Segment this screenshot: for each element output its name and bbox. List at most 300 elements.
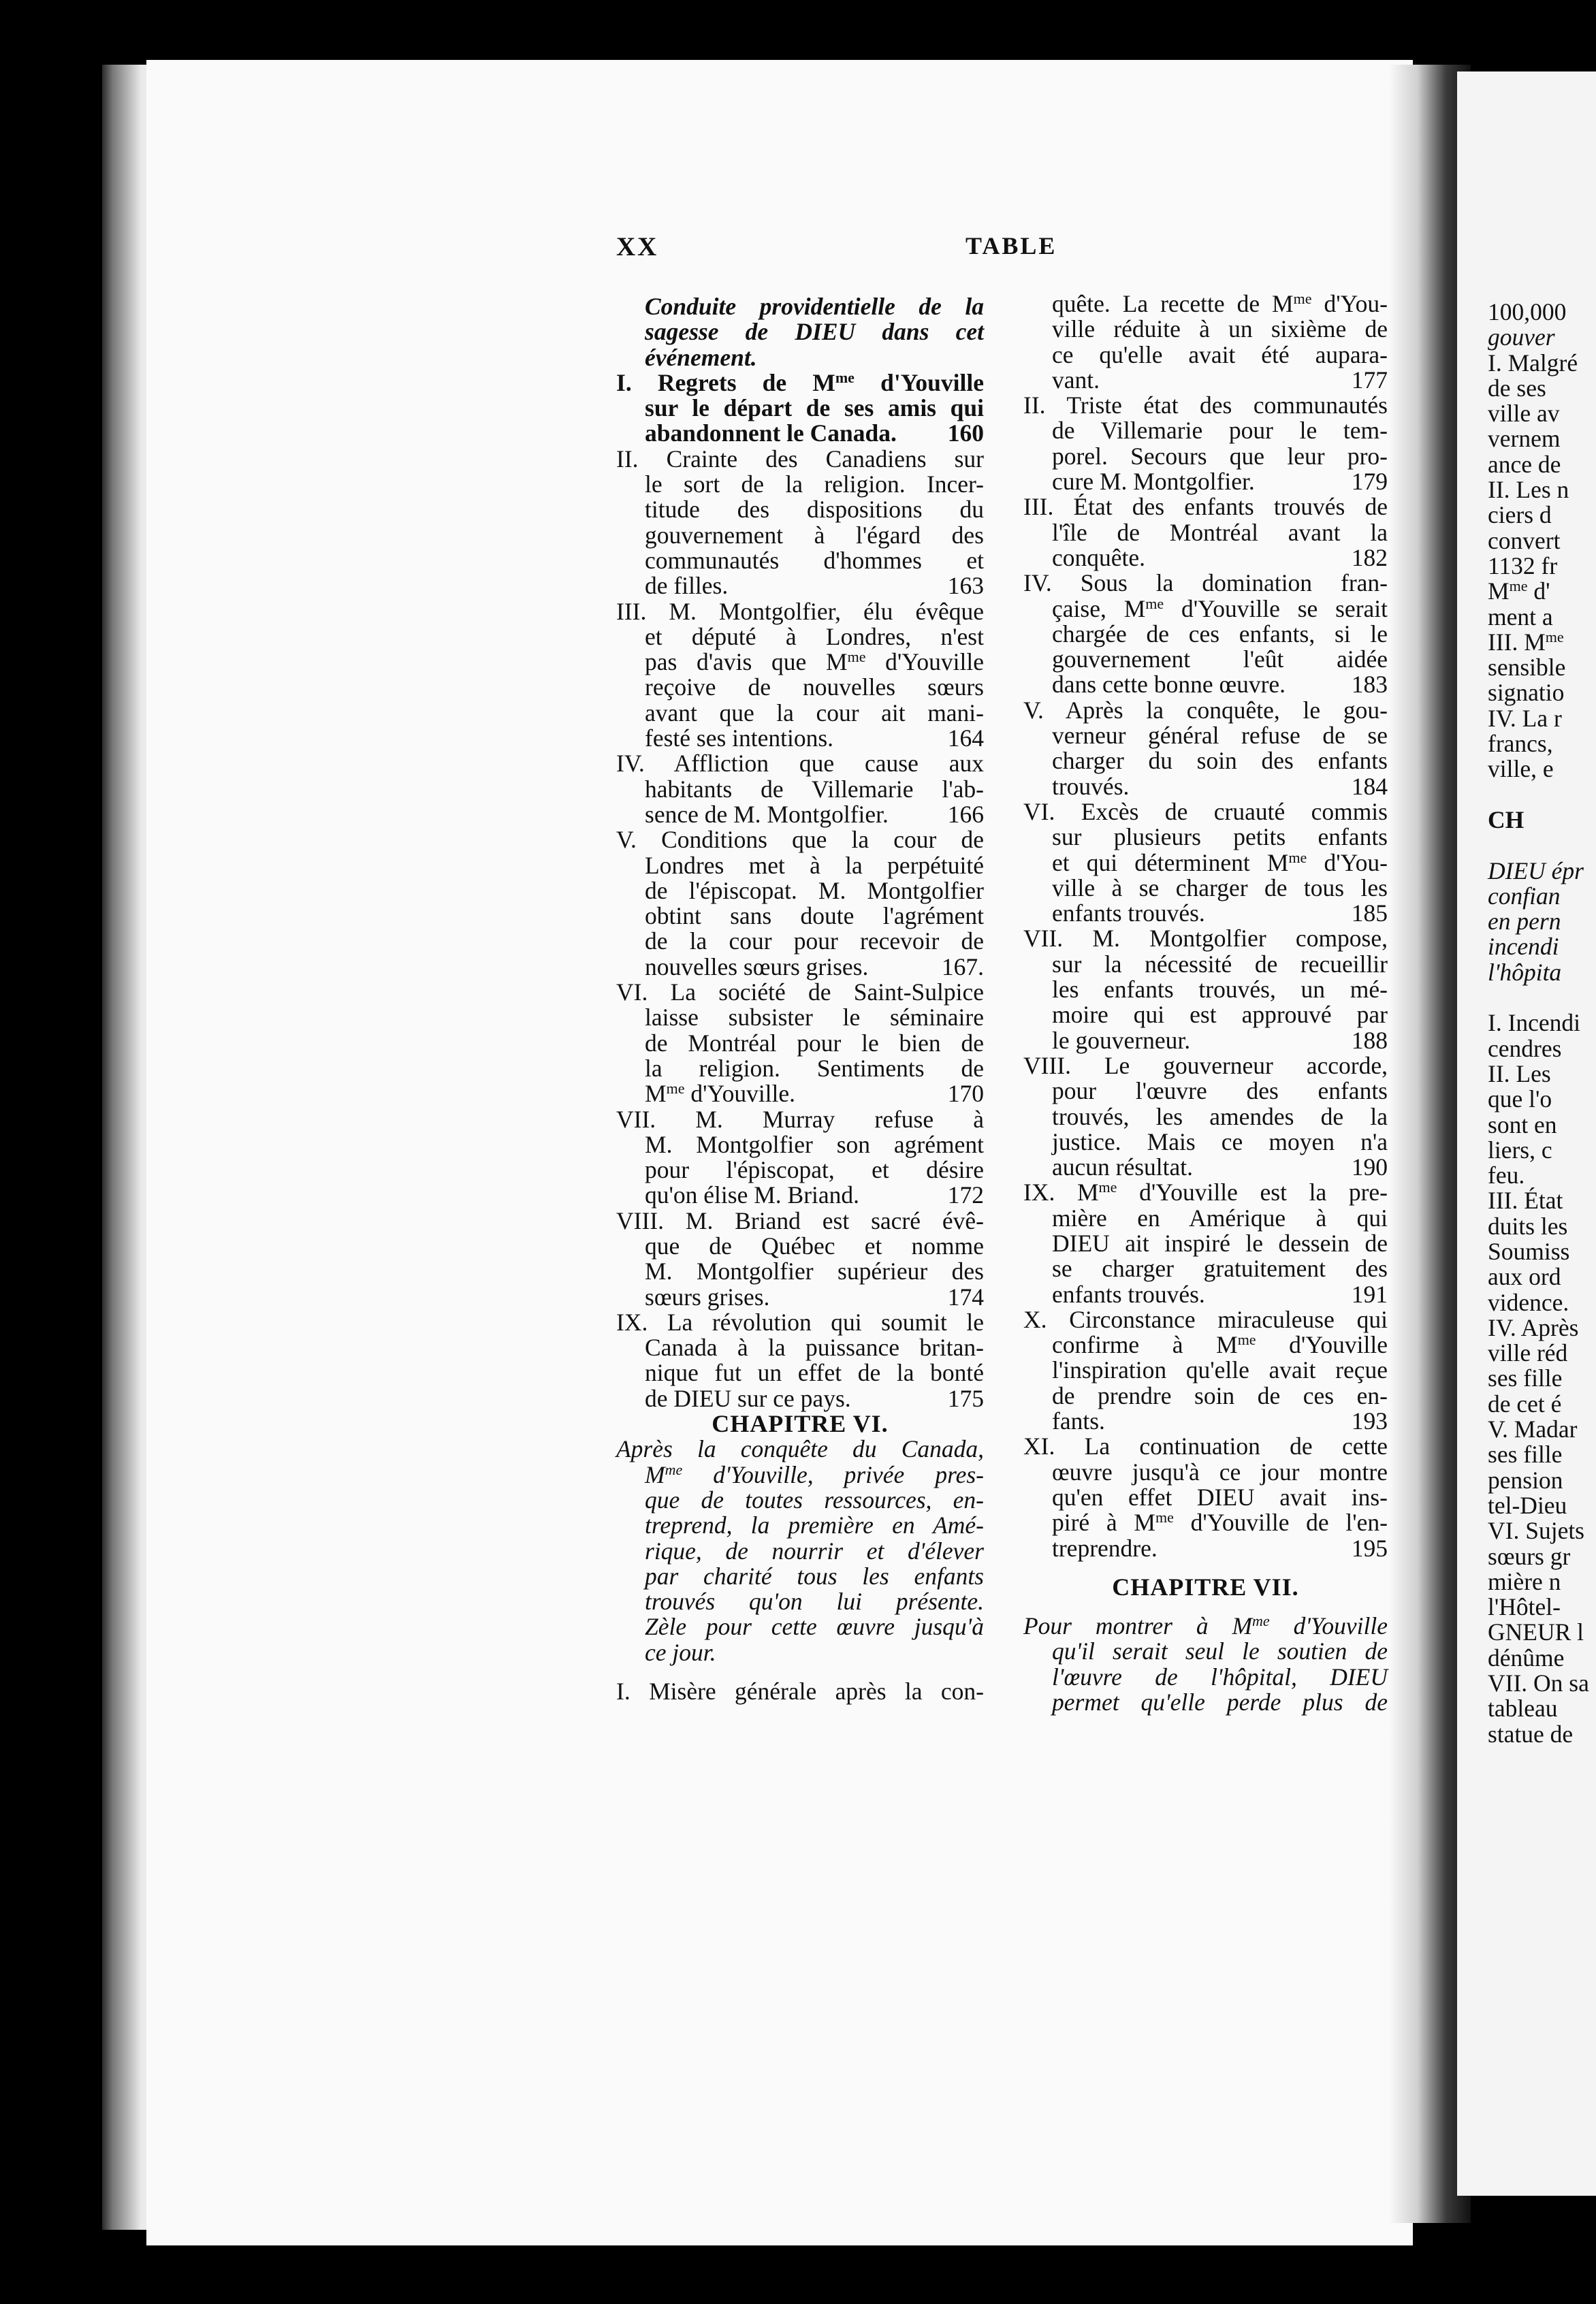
- page-ref: 179: [1351, 468, 1388, 496]
- toc-line: [1023, 1231, 1388, 1256]
- toc-line: [616, 523, 984, 548]
- facing-page-line: Soumiss: [1488, 1237, 1570, 1265]
- toc-line: [1023, 545, 1388, 571]
- toc-line-text: communautés d'hommes et: [645, 546, 984, 574]
- toc-line-text: conquête.: [1052, 543, 1146, 571]
- toc-line-text: II. Triste état des communautés: [1023, 391, 1388, 419]
- toc-line: [616, 1513, 984, 1538]
- toc-line-text: nique fut un effet de la bonté: [645, 1359, 984, 1387]
- toc-line: [1023, 393, 1388, 418]
- toc-line-text: III. M. Montgolfier, élu évêque: [616, 597, 984, 625]
- toc-line-text: $M^{me}$ d'Youville.: [645, 1080, 796, 1108]
- toc-line: [616, 1031, 984, 1056]
- toc-line: [1023, 977, 1388, 1002]
- toc-line-text: qu'en effet DIEU avait ins-: [1052, 1483, 1388, 1511]
- toc-line-text: V. Après la conquête, le gou-: [1023, 696, 1388, 724]
- chapter-heading: [616, 1411, 984, 1437]
- toc-line: [1023, 1536, 1388, 1561]
- toc-line: [616, 827, 984, 852]
- toc-line-text: confirme à $M^{me}$ d'Youville: [1052, 1331, 1388, 1359]
- toc-line: [1023, 748, 1388, 773]
- toc-line: [1023, 1639, 1388, 1664]
- facing-page-line: III. État: [1488, 1187, 1563, 1215]
- toc-line-text: enfants trouvés.: [1052, 1280, 1205, 1308]
- toc-line-text: moire qui est approuvé par: [1052, 1001, 1388, 1029]
- toc-line: [616, 294, 984, 319]
- toc-line-text: V. Conditions que la cour de: [616, 826, 984, 854]
- spacer: [1023, 1600, 1388, 1614]
- toc-line-text: I. Misère générale après la con-: [616, 1678, 984, 1706]
- facing-page-line: DIEU épr: [1488, 857, 1584, 884]
- toc-line-text: CHAPITRE VI.: [712, 1410, 889, 1438]
- facing-page-line: $M^{me}$ d': [1488, 577, 1550, 605]
- toc-line: [1023, 1206, 1388, 1231]
- toc-line-text: ce jour.: [645, 1638, 716, 1666]
- toc-line-text: CHAPITRE VII.: [1112, 1573, 1299, 1601]
- facing-page-line: I. Malgré: [1488, 349, 1578, 377]
- toc-line: [1023, 1028, 1388, 1053]
- toc-line: [616, 1206, 984, 1234]
- toc-line: [616, 497, 984, 522]
- facing-page-line: II. Les n: [1488, 476, 1569, 504]
- facing-page-line: sensible: [1488, 654, 1566, 682]
- page-ref: 190: [1351, 1153, 1388, 1181]
- toc-line: [616, 421, 984, 446]
- running-title: TABLE: [965, 232, 1057, 259]
- facing-page-line: tel-Dieu: [1488, 1491, 1567, 1519]
- chapter-heading: [1023, 1575, 1388, 1600]
- toc-line-text: VII. M. Montgolfier compose,: [1023, 925, 1388, 953]
- facing-page-line: cendres: [1488, 1034, 1562, 1062]
- toc-line: [1023, 291, 1388, 317]
- toc-line: [616, 1157, 984, 1183]
- toc-line-text: la religion. Sentiments de: [645, 1054, 984, 1082]
- page-ref: 188: [1351, 1026, 1388, 1054]
- facing-page-line: vernem: [1488, 425, 1561, 453]
- toc-line: [1023, 342, 1388, 368]
- toc-line-text: VI. La société de Saint-Sulpice: [616, 978, 984, 1006]
- toc-line-text: et député à Londres, n'est: [645, 622, 984, 650]
- toc-line: [616, 573, 984, 598]
- toc-line: [616, 1310, 984, 1335]
- toc-line: [1023, 571, 1388, 596]
- facing-page-line: II. Les: [1488, 1059, 1551, 1087]
- toc-line: [1023, 317, 1388, 342]
- toc-line: [616, 1234, 984, 1259]
- toc-line: [616, 1081, 984, 1106]
- toc-line: [616, 599, 984, 624]
- toc-line-text: Pour montrer à $M^{me}$ d'Youville: [1023, 1612, 1388, 1640]
- toc-line-text: III. État des enfants trouvés de: [1023, 493, 1388, 521]
- toc-line-text: porel. Secours que leur pro-: [1052, 442, 1388, 470]
- toc-line: [616, 1539, 984, 1564]
- page-ref: 183: [1351, 671, 1388, 699]
- toc-line: [616, 726, 984, 751]
- facing-page-line: I. Incendi: [1488, 1009, 1581, 1037]
- toc-line: [1023, 1078, 1388, 1104]
- toc-line-text: chargée de ces enfants, si le: [1052, 620, 1388, 647]
- page-ref: 191: [1351, 1280, 1388, 1308]
- toc-line: [616, 1132, 984, 1157]
- page-ref: 166: [947, 800, 984, 828]
- toc-line: [616, 1437, 984, 1462]
- toc-line-text: pour l'épiscopat, et désire: [645, 1156, 984, 1184]
- toc-line: [616, 802, 984, 827]
- facing-page-line: liers, c: [1488, 1136, 1552, 1164]
- toc-line-text: II. Crainte des Canadiens sur: [616, 445, 984, 473]
- facing-page-line: gouver: [1488, 323, 1555, 351]
- facing-page-line: IV. Après: [1488, 1313, 1579, 1341]
- toc-line: [1023, 698, 1388, 723]
- facing-page-line: l'Hôtel-: [1488, 1593, 1561, 1621]
- facing-page-line: de ses: [1488, 374, 1546, 402]
- toc-line: [1023, 622, 1388, 647]
- toc-line-text: pour l'œuvre des enfants: [1052, 1077, 1388, 1105]
- toc-line: [616, 396, 984, 421]
- toc-line: [616, 1005, 984, 1030]
- toc-line: [616, 1335, 984, 1360]
- toc-line: [616, 1462, 984, 1488]
- toc-column-left: [616, 294, 984, 1704]
- facing-page-line: ville av: [1488, 400, 1560, 428]
- toc-line-text: VIII. Le gouverneur accorde,: [1023, 1051, 1388, 1079]
- toc-line: [1023, 1155, 1388, 1180]
- toc-line-text: VIII. M. Briand est sacré évê-: [616, 1206, 984, 1234]
- toc-line: [1023, 1053, 1388, 1078]
- toc-line-text: verneur général refuse de se: [1052, 722, 1388, 750]
- toc-line: [616, 1640, 984, 1665]
- toc-line-text: quête. La recette de $M^{me}$ d'You-: [1052, 290, 1388, 317]
- toc-line-text: ville à se charger de tous les: [1052, 874, 1388, 901]
- facing-page-line: confian: [1488, 882, 1561, 910]
- toc-line-text: avant que la cour ait mani-: [645, 699, 984, 726]
- toc-line: [616, 929, 984, 954]
- toc-line: [616, 1285, 984, 1310]
- facing-page-fragment: [1488, 300, 1596, 1747]
- facing-page-line: 100,000: [1488, 298, 1567, 325]
- page-ref: 164: [947, 724, 984, 752]
- toc-line-text: gouvernement à l'égard des: [645, 521, 984, 549]
- toc-line: [1023, 1690, 1388, 1715]
- toc-line: [1023, 1665, 1388, 1690]
- toc-line-text: que de toutes ressources, en-: [645, 1486, 984, 1514]
- toc-line: [1023, 952, 1388, 977]
- toc-line-text: DIEU ait inspiré le dessein de: [1052, 1229, 1388, 1257]
- toc-line-text: sur le départ de ses amis qui: [645, 394, 984, 422]
- facing-page-line: GNEUR l: [1488, 1618, 1584, 1646]
- toc-column-right: [1023, 291, 1388, 1715]
- toc-line-text: qu'on élise M. Briand.: [645, 1181, 860, 1209]
- toc-line: [616, 878, 984, 903]
- toc-line: [1023, 1409, 1388, 1434]
- toc-line-text: abandonnent le Canada.: [645, 419, 897, 447]
- toc-line-text: trouvés, les amendes de la: [1052, 1102, 1388, 1130]
- toc-line: [616, 624, 984, 650]
- facing-page-line: tableau: [1488, 1695, 1558, 1723]
- toc-line-text: l'île de Montréal avant la: [1052, 518, 1388, 546]
- facing-page-line: convert: [1488, 526, 1561, 554]
- toc-line-text: titude des dispositions du: [645, 496, 984, 524]
- toc-line: [1023, 1460, 1388, 1485]
- facing-page-line: sont en: [1488, 1110, 1557, 1138]
- facing-page-line: sœurs gr: [1488, 1542, 1571, 1570]
- toc-line-text: se charger gratuitement des: [1052, 1255, 1388, 1283]
- toc-line-text: sur plusieurs petits enfants: [1052, 823, 1388, 851]
- toc-line-text: Après la conquête du Canada,: [616, 1435, 984, 1463]
- facing-page-line: ment a: [1488, 603, 1553, 630]
- toc-line: [1023, 774, 1388, 799]
- toc-line-text: VI. Excès de cruauté commis: [1023, 797, 1388, 825]
- toc-line-text: festé ses intentions.: [645, 724, 834, 752]
- toc-line: [616, 1488, 984, 1513]
- page-ref: 177: [1351, 366, 1388, 394]
- toc-line: [616, 853, 984, 878]
- toc-line-text: rique, de nourrir et d'élever: [645, 1537, 984, 1565]
- facing-page-line: feu.: [1488, 1162, 1525, 1189]
- toc-line-text: M. Montgolfier supérieur des: [645, 1258, 984, 1285]
- page-ref: 182: [1351, 543, 1388, 571]
- facing-page-line: incendi: [1488, 933, 1559, 961]
- facing-page-line: pension: [1488, 1466, 1563, 1494]
- facing-page-line: [1488, 833, 1596, 858]
- page-ref: 172: [947, 1181, 984, 1209]
- facing-page-line: CH: [1488, 805, 1525, 833]
- toc-line-text: Londres met à la perpétuité: [645, 851, 984, 879]
- toc-line: [1023, 1282, 1388, 1307]
- facing-page-line: francs,: [1488, 730, 1553, 758]
- toc-line-text: de filles.: [645, 572, 729, 600]
- toc-line-text: le gouverneur.: [1052, 1026, 1191, 1054]
- toc-line-text: fants.: [1052, 1407, 1105, 1435]
- toc-line: [616, 777, 984, 802]
- toc-line: [616, 751, 984, 776]
- facing-page-line: dénûme: [1488, 1644, 1565, 1671]
- toc-line-text: piré à $M^{me}$ d'Youville de l'en-: [1052, 1509, 1388, 1537]
- facing-page-line: duits les: [1488, 1212, 1568, 1240]
- facing-page-line: ses fille: [1488, 1441, 1563, 1469]
- facing-page-line: [1488, 985, 1596, 1010]
- spacer: [1023, 1561, 1388, 1575]
- spacer: [616, 1665, 984, 1679]
- page-ref: 170: [947, 1080, 984, 1108]
- facing-page-line: ance de: [1488, 450, 1561, 478]
- page-ref: 184: [1351, 772, 1388, 800]
- page-ref: 193: [1351, 1407, 1388, 1435]
- facing-page-line: V. Madar: [1488, 1415, 1578, 1443]
- toc-line: [616, 1614, 984, 1639]
- toc-line-text: I. Regrets de $M^{me}$ d'Youville: [616, 368, 984, 396]
- toc-line: [616, 472, 984, 497]
- toc-line-text: cure M. Montgolfier.: [1052, 468, 1255, 496]
- toc-line-text: de DIEU sur ce pays.: [645, 1384, 851, 1412]
- toc-line-text: sœurs grises.: [645, 1283, 770, 1311]
- toc-line: [1023, 418, 1388, 443]
- toc-line-text: charger du soin des enfants: [1052, 747, 1388, 775]
- toc-line: [1023, 672, 1388, 697]
- toc-line-text: treprend, la première en Amé-: [645, 1511, 984, 1539]
- toc-line-text: trouvés.: [1052, 772, 1130, 800]
- toc-line: [616, 955, 984, 980]
- toc-line: [1023, 1332, 1388, 1358]
- page-ref: 160: [947, 419, 984, 447]
- toc-line: [1023, 368, 1388, 393]
- toc-line: [616, 1183, 984, 1208]
- page-ref: 195: [1351, 1534, 1388, 1562]
- toc-line-text: sence de M. Montgolfier.: [645, 800, 889, 828]
- toc-line-text: et qui déterminent $M^{me}$ d'You-: [1052, 848, 1388, 876]
- page-ref: 185: [1351, 899, 1388, 927]
- toc-line: [616, 1564, 984, 1589]
- facing-page-line: de cet é: [1488, 1390, 1562, 1418]
- page-ref: 167.: [941, 953, 984, 980]
- facing-page-line: VII. On sa: [1488, 1669, 1589, 1697]
- toc-line-text: ce qu'elle avait été aupara-: [1052, 340, 1388, 368]
- facing-page-line: ciers d: [1488, 501, 1552, 529]
- toc-line: [616, 319, 984, 345]
- facing-page-line: ses fille: [1488, 1364, 1563, 1392]
- toc-line-text: IX. La révolution qui soumit le: [616, 1308, 984, 1336]
- toc-line: [1023, 1307, 1388, 1332]
- toc-line-text: nouvelles sœurs grises.: [645, 953, 869, 980]
- facing-page-line: IV. La r: [1488, 704, 1562, 732]
- toc-line-text: IX. $M^{me}$ d'Youville est la pre-: [1023, 1179, 1388, 1206]
- toc-line: [1023, 1256, 1388, 1281]
- facing-page-line: ville réd: [1488, 1339, 1568, 1367]
- facing-page-line: ville, e: [1488, 755, 1554, 783]
- facing-page-line: en pern: [1488, 908, 1561, 935]
- toc-line-text: vant.: [1052, 366, 1100, 394]
- toc-line-text: les enfants trouvés, un mé-: [1052, 976, 1388, 1004]
- toc-line: [1023, 494, 1388, 519]
- toc-line-text: treprendre.: [1052, 1534, 1158, 1562]
- toc-line: [616, 675, 984, 700]
- toc-line: [1023, 1510, 1388, 1535]
- toc-line: [1023, 647, 1388, 672]
- toc-line-text: M. Montgolfier son agrément: [645, 1130, 984, 1158]
- facing-page-line: vidence.: [1488, 1288, 1569, 1316]
- toc-line-text: qu'il serait seul le soutien de: [1052, 1637, 1388, 1665]
- toc-line: [616, 370, 984, 396]
- toc-line-text: dans cette bonne œuvre.: [1052, 671, 1286, 699]
- toc-line-text: VII. M. Murray refuse à: [616, 1105, 984, 1133]
- toc-line: [616, 345, 984, 370]
- toc-line: [616, 1107, 984, 1132]
- toc-line: [1023, 901, 1388, 926]
- facing-page-line: statue de: [1488, 1720, 1574, 1748]
- toc-line-text: œuvre jusqu'à ce jour montre: [1052, 1458, 1388, 1486]
- facing-page-line: aux ord: [1488, 1263, 1561, 1291]
- toc-line: [1023, 926, 1388, 951]
- toc-line: [616, 447, 984, 472]
- toc-line: [1023, 723, 1388, 748]
- toc-line-text: de prendre soin de ces en-: [1052, 1381, 1388, 1409]
- toc-line: [616, 1360, 984, 1386]
- toc-line: [1023, 444, 1388, 469]
- toc-line: [1023, 876, 1388, 901]
- toc-line-text: XI. La continuation de cette: [1023, 1433, 1388, 1460]
- toc-line-text: pas d'avis que $M^{me}$ d'Youville: [645, 648, 984, 676]
- toc-line-text: trouvés qu'on lui présente.: [645, 1588, 984, 1616]
- toc-line: [616, 980, 984, 1005]
- toc-line-text: IV. Affliction que cause aux: [616, 750, 984, 778]
- facing-page-line: que l'o: [1488, 1085, 1552, 1113]
- toc-line-text: de Montréal pour le bien de: [645, 1029, 984, 1057]
- toc-line: [1023, 1434, 1388, 1459]
- toc-line-text: reçoive de nouvelles sœurs: [645, 673, 984, 701]
- toc-line-text: par charité tous les enfants: [645, 1562, 984, 1590]
- toc-line: [1023, 596, 1388, 622]
- toc-line: [1023, 1383, 1388, 1409]
- toc-line-text: $M^{me}$ d'Youville, privée pres-: [645, 1460, 984, 1488]
- toc-line-text: Canada à la puissance britan-: [645, 1334, 984, 1362]
- toc-line-text: permet qu'elle perde plus de: [1052, 1689, 1388, 1716]
- toc-line-text: gouvernement l'eût aidée: [1052, 645, 1388, 673]
- toc-line: [1023, 469, 1388, 494]
- toc-line: [616, 1386, 984, 1411]
- toc-line: [1023, 1104, 1388, 1130]
- toc-line: [1023, 825, 1388, 850]
- toc-line: [616, 1259, 984, 1284]
- facing-page-line: 1132 fr: [1488, 551, 1558, 579]
- facing-page-line: signatio: [1488, 679, 1565, 707]
- toc-line: [616, 1589, 984, 1614]
- toc-line-text: habitants de Villemarie l'ab-: [645, 775, 984, 803]
- toc-line-text: obtint sans doute l'agrément: [645, 902, 984, 930]
- toc-line: [1023, 1002, 1388, 1027]
- page-ref: 163: [947, 572, 984, 600]
- page-number: XX: [616, 232, 659, 261]
- toc-line: [1023, 799, 1388, 825]
- toc-line: [616, 1679, 984, 1704]
- toc-line-text: Zèle pour cette œuvre jusqu'à: [645, 1613, 984, 1641]
- toc-line-text: événement.: [645, 343, 757, 371]
- toc-line: [1023, 850, 1388, 876]
- toc-line-text: X. Circonstance miraculeuse qui: [1023, 1305, 1388, 1333]
- toc-line-text: que de Québec et nomme: [645, 1232, 984, 1260]
- toc-line: [616, 548, 984, 573]
- toc-line-text: Conduite providentielle de la: [645, 293, 984, 320]
- toc-line: [1023, 1485, 1388, 1510]
- toc-line-text: ville réduite à un sixième de: [1052, 315, 1388, 343]
- facing-page-line: III. $M^{me}$: [1488, 628, 1564, 656]
- toc-line-text: laisse subsister le séminaire: [645, 1004, 984, 1031]
- toc-line-text: de la cour pour recevoir de: [645, 927, 984, 955]
- facing-page-line: [1488, 782, 1596, 807]
- toc-line: [616, 1056, 984, 1081]
- toc-line: [616, 903, 984, 929]
- toc-line: [1023, 520, 1388, 545]
- toc-line: [1023, 1180, 1388, 1205]
- page-ref: 175: [947, 1384, 984, 1412]
- toc-line-text: de l'épiscopat. M. Montgolfier: [645, 876, 984, 904]
- toc-line-text: mière en Amérique à qui: [1052, 1204, 1388, 1232]
- toc-line: [1023, 1358, 1388, 1383]
- facing-page-line: VI. Sujets: [1488, 1517, 1584, 1545]
- toc-line-text: çaise, $M^{me}$ d'Youville se serait: [1052, 594, 1388, 622]
- page-ref: 174: [947, 1283, 984, 1311]
- toc-line-text: justice. Mais ce moyen n'a: [1052, 1127, 1388, 1155]
- toc-line: [616, 650, 984, 675]
- toc-line-text: le sort de la religion. Incer-: [645, 470, 984, 498]
- toc-line-text: aucun résultat.: [1052, 1153, 1194, 1181]
- toc-line-text: IV. Sous la domination fran-: [1023, 569, 1388, 597]
- toc-line-text: sagesse de DIEU dans cet: [645, 318, 984, 346]
- toc-line-text: l'œuvre de l'hôpital, DIEU: [1052, 1663, 1388, 1691]
- toc-line: [1023, 1127, 1388, 1155]
- toc-line-text: l'inspiration qu'elle avait reçue: [1052, 1356, 1388, 1384]
- toc-line-text: de Villemarie pour le tem-: [1052, 417, 1388, 445]
- facing-page-line: l'hôpita: [1488, 958, 1562, 986]
